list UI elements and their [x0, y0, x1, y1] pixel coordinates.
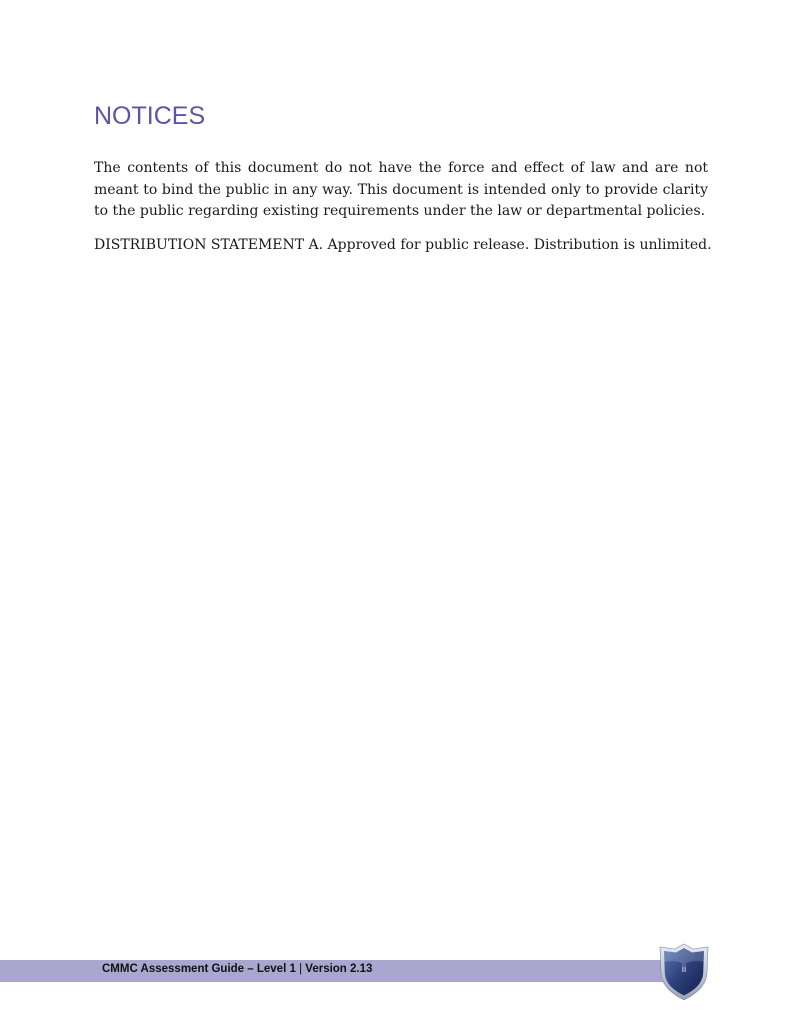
notice-paragraph: The contents of this document do not have the force and effect of law and are not meant to bind the public in any way. This document is intended only to provide clarity to the public regarding existing requirements under the law or departmental policies.: [94, 160, 708, 219]
footer-version: Version 2.13: [305, 963, 373, 975]
page-number: ii: [681, 964, 687, 975]
footer-caption: [102, 963, 372, 975]
page-title: NOTICES: [94, 102, 206, 130]
distribution-statement: DISTRIBUTION STATEMENT A. Approved for public release. Distribution is unlimited.: [94, 237, 712, 253]
footer-title: CMMC Assessment Guide – Level 1: [102, 963, 296, 975]
footer-separator: |: [299, 963, 303, 975]
